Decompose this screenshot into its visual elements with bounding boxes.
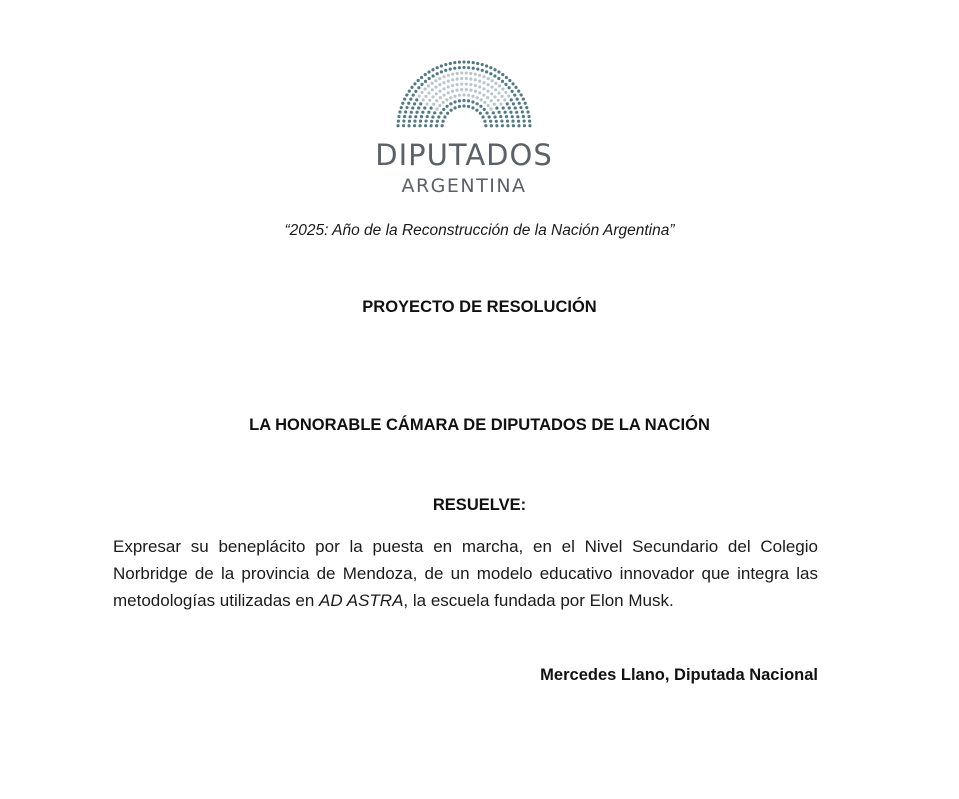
- seat-dot: [507, 94, 510, 97]
- seat-dot: [431, 115, 434, 118]
- seat-dot: [494, 95, 497, 98]
- seat-dot: [519, 106, 522, 109]
- seat-dot: [415, 98, 418, 101]
- seat-dot: [497, 77, 500, 80]
- seat-dot: [396, 124, 399, 127]
- seat-dot: [431, 95, 434, 98]
- seat-dot: [506, 120, 509, 123]
- seat-dot: [449, 62, 452, 65]
- seat-dot: [479, 112, 482, 115]
- seat-dot: [483, 108, 486, 111]
- seat-dot: [424, 80, 427, 83]
- seat-dot: [465, 82, 468, 85]
- seat-dot: [444, 69, 447, 72]
- seat-dot: [495, 124, 498, 127]
- logo-country: ARGENTINA: [401, 175, 527, 197]
- seat-dot: [497, 70, 500, 73]
- seat-dot: [503, 111, 506, 114]
- seat-dot: [511, 120, 514, 123]
- seat-dot: [467, 66, 470, 69]
- seat-dot: [447, 79, 450, 82]
- seat-dot: [490, 99, 493, 102]
- seat-dot: [528, 120, 531, 123]
- seat-dot: [511, 115, 514, 118]
- seat-dot: [495, 120, 498, 123]
- seat-dot: [465, 71, 468, 74]
- seat-dot: [426, 115, 429, 118]
- seat-dot: [521, 110, 524, 113]
- seat-dot: [402, 124, 405, 127]
- seat-dot: [462, 60, 465, 63]
- hemicycle-icon: [364, 58, 564, 134]
- seat-dot: [481, 63, 484, 66]
- seat-dot: [516, 115, 519, 118]
- seat-dot: [402, 119, 405, 122]
- seat-dot: [509, 111, 512, 114]
- seat-dot: [469, 89, 472, 92]
- seat-dot: [435, 107, 438, 110]
- seat-dot: [467, 94, 470, 97]
- seat-dot: [420, 91, 423, 94]
- seat-dot: [497, 99, 500, 102]
- seat-dot: [427, 84, 430, 87]
- seat-dot: [410, 111, 413, 114]
- seat-dot: [506, 102, 509, 105]
- seat-dot: [495, 106, 498, 109]
- seat-dot: [489, 72, 492, 75]
- seat-dot: [418, 124, 421, 127]
- seat-dot: [489, 107, 492, 110]
- seat-dot: [429, 124, 432, 127]
- seat-dot: [436, 72, 439, 75]
- seat-dot: [455, 89, 458, 92]
- seat-dot: [505, 76, 508, 79]
- seat-dot: [438, 104, 441, 107]
- seat-dot: [451, 84, 454, 87]
- seat-dot: [511, 82, 514, 85]
- seat-dot: [478, 79, 481, 82]
- seat-dot: [471, 95, 474, 98]
- seat-dot: [414, 90, 417, 93]
- seat-dot: [487, 104, 490, 107]
- seat-dot: [508, 79, 511, 82]
- seat-dot: [512, 124, 515, 127]
- seat-dot: [471, 100, 474, 103]
- seat-dot: [398, 110, 401, 113]
- seat-dot: [462, 99, 465, 102]
- seat-dot: [456, 83, 459, 86]
- seat-dot: [484, 124, 487, 127]
- seat-dot: [528, 124, 531, 127]
- seat-dot: [474, 90, 477, 93]
- seat-dot: [505, 115, 508, 118]
- seat-dot: [517, 120, 520, 123]
- seat-dot: [476, 96, 479, 99]
- seat-dot: [501, 80, 504, 83]
- seat-dot: [458, 66, 461, 69]
- seat-dot: [408, 120, 411, 123]
- seat-dot: [425, 119, 428, 122]
- seat-dot: [436, 120, 439, 123]
- seat-dot: [504, 91, 507, 94]
- year-motto: “2025: Año de la Reconstrucción de la Nación Argentina”: [284, 222, 675, 239]
- seat-dot: [462, 93, 465, 96]
- seat-dot: [453, 67, 456, 70]
- seat-dot: [465, 77, 468, 80]
- seat-dot: [494, 82, 497, 85]
- seat-dot: [424, 73, 427, 76]
- seat-dot: [397, 120, 400, 123]
- seat-dot: [420, 76, 423, 79]
- seat-dot: [403, 115, 406, 118]
- seat-dot: [485, 111, 488, 114]
- seat-dot: [456, 77, 459, 80]
- seat-dot: [432, 103, 435, 106]
- seat-dot: [488, 115, 491, 118]
- seat-dot: [482, 75, 485, 78]
- seat-dot: [479, 105, 482, 108]
- seat-dot: [472, 61, 475, 64]
- seat-dot: [494, 88, 497, 91]
- seat-dot: [456, 72, 459, 75]
- seat-dot: [407, 102, 410, 105]
- seat-dot: [474, 73, 477, 76]
- seat-dot: [413, 124, 416, 127]
- seat-dot: [424, 124, 427, 127]
- seat-dot: [405, 93, 408, 96]
- seat-dot: [499, 115, 502, 118]
- seat-dot: [508, 106, 511, 109]
- seat-dot: [500, 119, 503, 122]
- seat-dot: [474, 78, 477, 81]
- seat-dot: [476, 67, 479, 70]
- seat-dot: [449, 109, 452, 112]
- seat-dot: [453, 106, 456, 109]
- seat-dot: [481, 69, 484, 72]
- logo-name: DIPUTADOS: [375, 138, 553, 172]
- seat-dot: [486, 90, 489, 93]
- resolution-body-text: Expresar su beneplácito por la puesta en marcha, en el Nivel Secundario del Colegio Norbridge de la provincia de Mendoza, de un modelo educativo innovador que integra las metodologías utilizadas en: [113, 537, 818, 610]
- seat-dot: [427, 91, 430, 94]
- seat-dot: [480, 98, 483, 101]
- seat-dot: [458, 61, 461, 64]
- seat-dot: [514, 86, 517, 89]
- seat-dot: [500, 95, 503, 98]
- seat-dot: [462, 66, 465, 69]
- seat-dot: [435, 124, 438, 127]
- seat-dot: [434, 79, 437, 82]
- seat-dot: [401, 102, 404, 105]
- seat-dot: [434, 86, 437, 89]
- seat-dot: [442, 75, 445, 78]
- seat-dot: [487, 77, 490, 80]
- seat-dot: [460, 71, 463, 74]
- seat-dot: [424, 95, 427, 98]
- seat-dot: [418, 94, 421, 97]
- seat-dot: [447, 91, 450, 94]
- seat-dot: [419, 120, 422, 123]
- seat-dot: [445, 98, 448, 101]
- seat-dot: [441, 120, 444, 123]
- seat-dot: [490, 86, 493, 89]
- resolution-body: [113, 533, 818, 614]
- seat-dot: [397, 115, 400, 118]
- seat-dot: [525, 106, 528, 109]
- seat-dot: [515, 111, 518, 114]
- seat-dot: [491, 79, 494, 82]
- seat-dot: [414, 115, 417, 118]
- chamber-heading: LA HONORABLE CÁMARA DE DIPUTADOS DE LA NACIÓN: [249, 416, 710, 434]
- seat-dot: [442, 93, 445, 96]
- seat-dot: [446, 112, 449, 115]
- seat-dot: [471, 106, 474, 109]
- seat-dot: [458, 99, 461, 102]
- seat-dot: [407, 124, 410, 127]
- seat-dot: [413, 102, 416, 105]
- seat-dot: [417, 86, 420, 89]
- seat-dot: [442, 108, 445, 111]
- diputados-logo: [364, 58, 564, 198]
- seat-dot: [449, 102, 452, 105]
- seat-dot: [460, 77, 463, 80]
- seat-dot: [442, 87, 445, 90]
- seat-dot: [417, 106, 420, 109]
- seat-dot: [451, 78, 454, 81]
- seat-dot: [481, 115, 484, 118]
- seat-dot: [467, 61, 470, 64]
- seat-dot: [526, 110, 529, 113]
- seat-dot: [476, 62, 479, 65]
- document-type-heading: PROYECTO DE RESOLUCIÓN: [362, 298, 597, 316]
- seat-dot: [453, 100, 456, 103]
- seat-dot: [453, 61, 456, 64]
- seat-dot: [490, 124, 493, 127]
- seat-dot: [454, 95, 457, 98]
- seat-dot: [409, 98, 412, 101]
- seat-dot: [430, 120, 433, 123]
- seat-dot: [492, 111, 495, 114]
- seat-dot: [426, 102, 429, 105]
- signature: Mercedes Llano, Diputada Nacional: [540, 666, 818, 684]
- seat-dot: [446, 105, 449, 108]
- seat-dot: [520, 93, 523, 96]
- seat-dot: [498, 111, 501, 114]
- seat-dot: [512, 102, 515, 105]
- seat-dot: [424, 88, 427, 91]
- seat-dot: [437, 115, 440, 118]
- seat-dot: [431, 74, 434, 77]
- seat-dot: [474, 84, 477, 87]
- resolves-heading: RESUELVE:: [432, 496, 527, 514]
- seat-dot: [469, 77, 472, 80]
- seat-dot: [420, 115, 423, 118]
- seat-dot: [489, 120, 492, 123]
- seat-dot: [483, 101, 486, 104]
- school-name: AD ASTRA: [319, 591, 404, 610]
- seat-dot: [428, 77, 431, 80]
- seat-dot: [489, 66, 492, 69]
- seat-dot: [518, 102, 521, 105]
- seat-dot: [439, 111, 442, 114]
- seat-dot: [460, 82, 463, 85]
- seat-dot: [478, 74, 481, 77]
- seat-dot: [511, 90, 514, 93]
- seat-dot: [517, 124, 520, 127]
- seat-dot: [485, 70, 488, 73]
- seat-dot: [451, 73, 454, 76]
- seat-dot: [431, 88, 434, 91]
- seat-dot: [462, 104, 465, 107]
- seat-dot: [478, 85, 481, 88]
- seat-dot: [440, 70, 443, 73]
- seat-dot: [449, 96, 452, 99]
- seat-dot: [421, 111, 424, 114]
- seat-dot: [472, 67, 475, 70]
- seat-dot: [490, 92, 493, 95]
- seat-dot: [404, 110, 407, 113]
- seat-dot: [436, 66, 439, 69]
- seat-dot: [478, 91, 481, 94]
- seat-dot: [435, 99, 438, 102]
- seat-dot: [503, 98, 506, 101]
- seat-dot: [493, 74, 496, 77]
- seat-dot: [498, 84, 501, 87]
- seat-dot: [475, 109, 478, 112]
- seat-dot: [444, 63, 447, 66]
- seat-dot: [506, 124, 509, 127]
- seat-dot: [493, 115, 496, 118]
- seat-dot: [497, 91, 500, 94]
- seat-dot: [403, 97, 406, 100]
- seat-dot: [514, 106, 517, 109]
- seat-dot: [469, 72, 472, 75]
- seat-dot: [485, 64, 488, 67]
- seat-dot: [482, 81, 485, 84]
- seat-dot: [501, 124, 504, 127]
- seat-dot: [417, 79, 420, 82]
- seat-dot: [442, 101, 445, 104]
- seat-dot: [475, 102, 478, 105]
- seat-dot: [501, 73, 504, 76]
- seat-dot: [431, 68, 434, 71]
- seat-dot: [409, 115, 412, 118]
- seat-dot: [400, 106, 403, 109]
- seat-dot: [435, 92, 438, 95]
- seat-dot: [413, 82, 416, 85]
- seat-dot: [467, 99, 470, 102]
- seat-dot: [443, 115, 446, 118]
- seat-dot: [413, 120, 416, 123]
- seat-dot: [429, 106, 432, 109]
- seat-dot: [447, 85, 450, 88]
- seat-dot: [502, 106, 505, 109]
- seat-dot: [486, 83, 489, 86]
- seat-dot: [493, 103, 496, 106]
- seat-dot: [433, 111, 436, 114]
- seat-dot: [524, 102, 527, 105]
- seat-dot: [516, 98, 519, 101]
- seat-dot: [517, 89, 520, 92]
- seat-dot: [438, 83, 441, 86]
- seat-dot: [438, 77, 441, 80]
- seat-dot: [493, 68, 496, 71]
- seat-dot: [439, 96, 442, 99]
- seat-dot: [423, 106, 426, 109]
- seat-dot: [499, 102, 502, 105]
- seat-dot: [482, 87, 485, 90]
- resolution-body-text-end: , la escuela fundada por Elon Musk.: [403, 591, 674, 610]
- seat-dot: [523, 119, 526, 122]
- seat-dot: [458, 105, 461, 108]
- seat-dot: [483, 120, 486, 123]
- seat-dot: [441, 124, 444, 127]
- seat-dot: [438, 90, 441, 93]
- seat-dot: [405, 106, 408, 109]
- seat-dot: [508, 86, 511, 89]
- seat-dot: [523, 124, 526, 127]
- seat-dot: [419, 102, 422, 105]
- seat-dot: [482, 93, 485, 96]
- seat-dot: [415, 111, 418, 114]
- seat-dot: [467, 105, 470, 108]
- seat-dot: [428, 99, 431, 102]
- seat-dot: [447, 74, 450, 77]
- seat-dot: [522, 97, 525, 100]
- seat-dot: [460, 88, 463, 91]
- seat-dot: [422, 98, 425, 101]
- seat-dot: [427, 111, 430, 114]
- seat-dot: [522, 115, 525, 118]
- seat-dot: [410, 86, 413, 89]
- seat-dot: [501, 88, 504, 91]
- seat-dot: [442, 81, 445, 84]
- seat-dot: [412, 94, 415, 97]
- seat-dot: [458, 94, 461, 97]
- seat-dot: [465, 88, 468, 91]
- seat-dot: [427, 70, 430, 73]
- seat-dot: [527, 115, 530, 118]
- seat-dot: [420, 83, 423, 86]
- seat-dot: [411, 106, 414, 109]
- seat-dot: [510, 98, 513, 101]
- seat-dot: [486, 96, 489, 99]
- seat-dot: [504, 83, 507, 86]
- seat-dot: [469, 83, 472, 86]
- seat-dot: [408, 89, 411, 92]
- seat-dot: [430, 82, 433, 85]
- seat-dot: [440, 64, 443, 67]
- seat-dot: [449, 67, 452, 70]
- seat-dot: [513, 94, 516, 97]
- seat-dot: [451, 90, 454, 93]
